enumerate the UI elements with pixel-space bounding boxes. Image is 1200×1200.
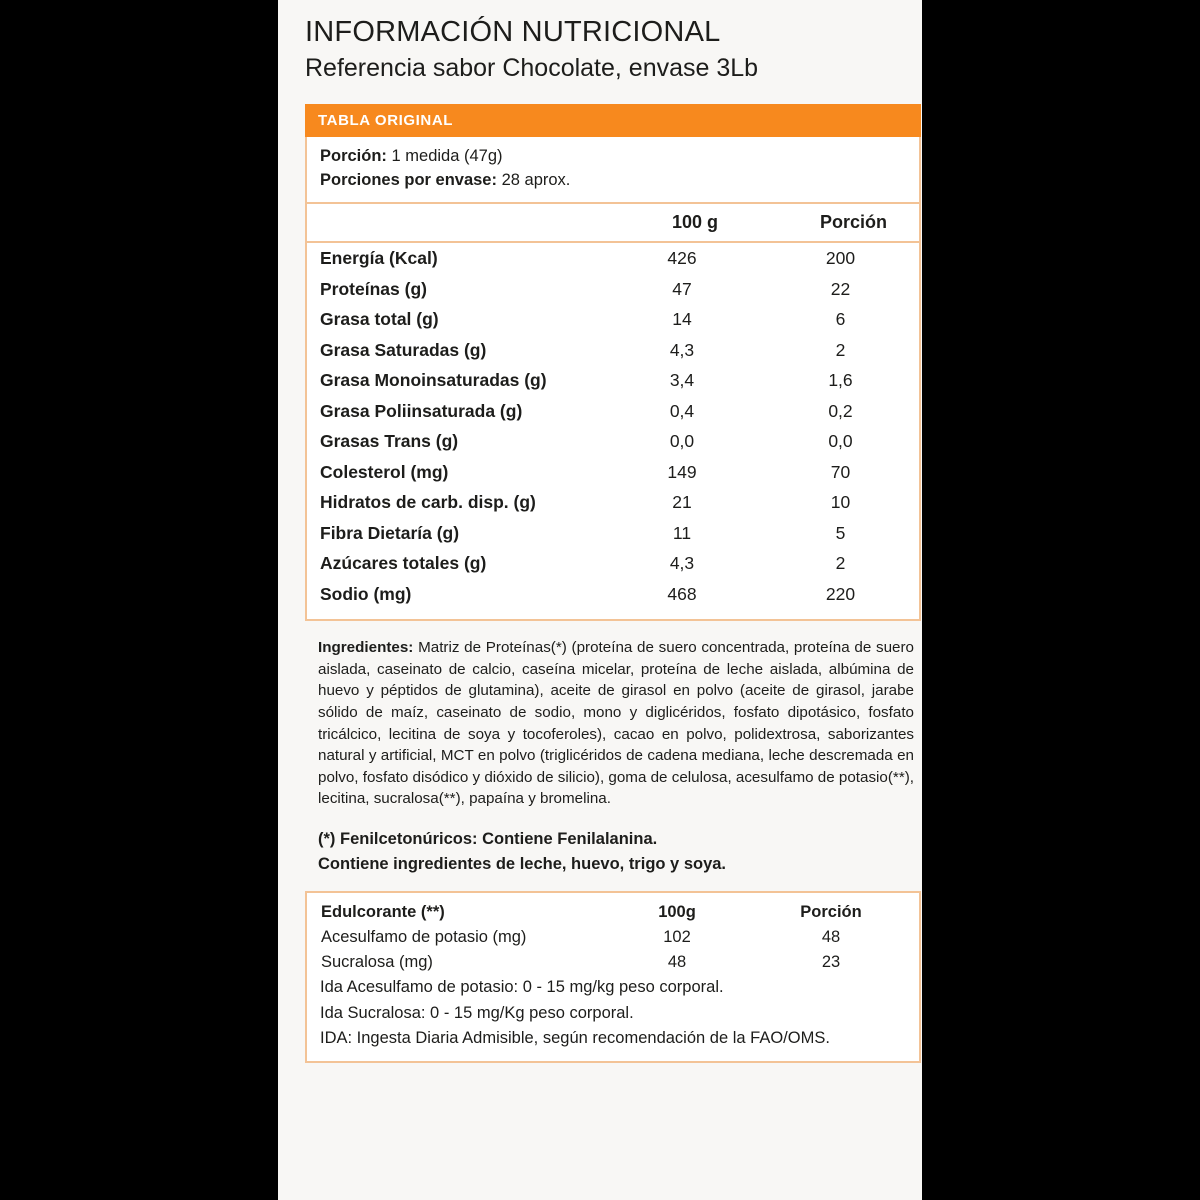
nutrition-table xyxy=(307,243,919,609)
nutrient-value-100g: 149 xyxy=(667,461,697,482)
column-header-portion: Porción xyxy=(819,212,887,233)
ingredients-text: Matriz de Proteínas(*) (proteína de suero concentrada, proteína de suero aislada, caseinato de calcio, caseína micelar, proteína de leche aislada, albúmina de huevo y péptidos de glutamina), aceite de girasol en polvo (aceite de girasol, jarabe sólido de maíz, caseinato de sodio, mono y diglicéridos, fosfato dipotásico, fosfato tricálcico, lecitina de soya y tocoferoles), cacao en polvo, polidextrosa, saborizantes natural y artificial, MCT en polvo (triglicéridos de cadena mediana, leche descremada en polvo, fosfato disódico y dióxido de silicio), goma de celulosa, acesulfamo de potasio(**), lecitina, sucralosa(**), papaína y bromelina. xyxy=(318,639,915,808)
nutrient-value-100g: 21 xyxy=(672,492,692,513)
nutrient-value-portion: 2 xyxy=(835,553,846,574)
table-header-row xyxy=(320,204,932,241)
nutrient-label: Sodio (mg) xyxy=(320,583,412,604)
nutrient-value-100g: 4,3 xyxy=(669,339,695,360)
table-row xyxy=(307,426,919,457)
sweetener-footnotes xyxy=(320,975,906,1050)
sweetener-value-portion: 23 xyxy=(821,953,841,972)
nutrient-value-100g: 47 xyxy=(672,278,692,299)
table-row xyxy=(307,304,919,335)
sweetener-column-header-name: Edulcorante (**) xyxy=(321,903,445,922)
nutrient-value-portion: 70 xyxy=(830,461,851,482)
nutrition-header-wrap xyxy=(307,204,919,241)
table-row xyxy=(307,518,919,549)
sweetener-footnote: IDA: Ingesta Diaria Admisible, según recomendación de la FAO/OMS. xyxy=(320,1028,830,1047)
sweetener-table xyxy=(320,900,910,975)
nutrient-value-portion: 22 xyxy=(830,278,851,299)
nutrient-label: Grasa Saturadas (g) xyxy=(320,339,487,360)
serving-portion-label: Porción: xyxy=(320,147,387,166)
sweetener-header-row xyxy=(320,900,910,925)
nutrient-value-portion: 1,6 xyxy=(828,370,853,391)
nutrient-value-portion: 5 xyxy=(835,522,846,543)
nutrient-label: Fibra Dietaría (g) xyxy=(320,522,460,543)
nutrition-table-box xyxy=(305,137,921,621)
table-row xyxy=(307,243,919,274)
nutrient-label: Grasas Trans (g) xyxy=(320,431,459,452)
nutrient-label: Grasa Monoinsaturadas (g) xyxy=(320,370,547,391)
page-subtitle: Referencia sabor Chocolate, envase 3Lb xyxy=(305,54,759,83)
nutrient-label: Hidratos de carb. disp. (g) xyxy=(320,492,536,513)
nutrient-label: Grasa Poliinsaturada (g) xyxy=(320,400,523,421)
table-banner-label: TABLA ORIGINAL xyxy=(318,112,454,130)
serving-portion-value: 1 medida (47g) xyxy=(391,147,503,166)
nutrient-value-100g: 0,0 xyxy=(669,431,695,452)
sweetener-column-header-portion: Porción xyxy=(800,903,862,922)
table-row xyxy=(307,365,919,396)
nutrient-value-100g: 11 xyxy=(672,522,692,543)
label-notes xyxy=(305,827,921,877)
nutrition-label-panel xyxy=(278,0,922,1200)
servings-per-container-line xyxy=(320,169,906,193)
nutrient-value-portion: 0,0 xyxy=(828,431,853,452)
sweetener-value-portion: 48 xyxy=(821,928,841,947)
servings-per-container-value: 28 aprox. xyxy=(501,171,571,190)
nutrient-value-100g: 0,4 xyxy=(669,400,695,421)
sweetener-row xyxy=(320,950,910,975)
column-header-nutrient xyxy=(320,204,615,241)
nutrient-value-100g: 3,4 xyxy=(669,370,695,391)
nutrient-value-portion: 0,2 xyxy=(828,400,853,421)
label-heading xyxy=(305,0,921,83)
column-header-100g: 100 g xyxy=(671,212,719,233)
serving-portion-line xyxy=(320,145,906,169)
nutrient-value-100g: 14 xyxy=(672,309,692,330)
ingredients-paragraph xyxy=(305,637,921,810)
sweetener-label: Sucralosa (mg) xyxy=(321,953,433,972)
nutrition-header-table xyxy=(320,204,932,241)
ingredients-heading: Ingredientes: xyxy=(318,639,414,657)
nutrition-body-wrap xyxy=(307,243,919,619)
sweetener-label: Acesulfamo de potasio (mg) xyxy=(321,928,527,947)
table-row xyxy=(307,274,919,305)
sweetener-table-box xyxy=(305,891,921,1062)
phenylketonurics-note: (*) Fenilcetonúricos: Contiene Fenilalanina. xyxy=(318,829,658,848)
nutrient-value-portion: 220 xyxy=(825,583,856,604)
table-row xyxy=(307,579,919,610)
allergen-note: Contiene ingredientes de leche, huevo, trigo y soya. xyxy=(318,854,727,873)
nutrient-value-portion: 10 xyxy=(830,492,851,513)
table-row xyxy=(307,335,919,366)
servings-per-container-label: Porciones por envase: xyxy=(320,171,497,190)
nutrient-label: Grasa total (g) xyxy=(320,309,439,330)
nutrient-label: Energía (Kcal) xyxy=(320,248,438,269)
sweetener-value-100g: 102 xyxy=(663,928,691,947)
table-row xyxy=(307,457,919,488)
sweetener-footnote: Ida Sucralosa: 0 - 15 mg/Kg peso corporal. xyxy=(320,1003,634,1022)
table-banner xyxy=(305,104,921,137)
sweetener-row xyxy=(320,925,910,950)
sweetener-column-header-100g: 100g xyxy=(658,903,696,922)
page-title: INFORMACIÓN NUTRICIONAL xyxy=(305,16,721,48)
nutrient-value-portion: 200 xyxy=(825,248,856,269)
table-row xyxy=(307,396,919,427)
nutrient-value-portion: 2 xyxy=(835,339,846,360)
serving-info xyxy=(307,137,919,202)
nutrient-label: Proteínas (g) xyxy=(320,278,427,299)
table-row xyxy=(307,487,919,518)
sweetener-value-100g: 48 xyxy=(667,953,687,972)
nutrient-label: Colesterol (mg) xyxy=(320,461,449,482)
nutrient-value-100g: 468 xyxy=(667,583,697,604)
nutrient-value-100g: 4,3 xyxy=(669,553,695,574)
sweetener-footnote: Ida Acesulfamo de potasio: 0 - 15 mg/kg peso corporal. xyxy=(320,978,724,997)
nutrient-label: Azúcares totales (g) xyxy=(320,553,487,574)
nutrient-value-portion: 6 xyxy=(835,309,846,330)
table-row xyxy=(307,548,919,579)
nutrient-value-100g: 426 xyxy=(667,248,697,269)
